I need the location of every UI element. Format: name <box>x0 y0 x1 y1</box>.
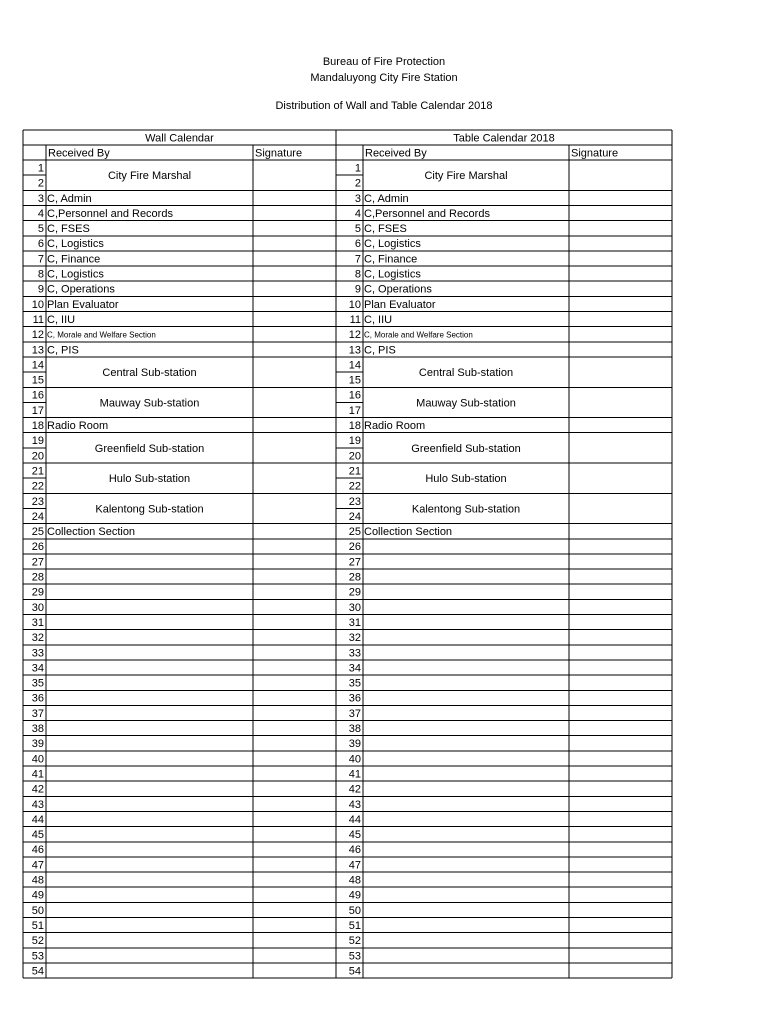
wall-recipient-label: Central Sub-station <box>102 367 197 380</box>
wall-row-number: 10 <box>31 298 44 311</box>
table-row-number: 45 <box>348 829 361 842</box>
table-row-number: 51 <box>348 919 361 932</box>
wall-row-number: 31 <box>31 616 44 629</box>
wall-row-number: 35 <box>31 677 44 690</box>
table-row-number: 29 <box>348 586 361 599</box>
wall-signature-header: Signature <box>255 147 303 160</box>
wall-row-number: 19 <box>31 435 44 448</box>
table-recipient-label: C, Logistics <box>364 238 421 251</box>
table-row-number: 52 <box>348 935 361 948</box>
table-recipient-label: C, FSES <box>364 223 407 236</box>
wall-row-number: 16 <box>31 389 44 402</box>
table-row-number: 14 <box>348 359 361 372</box>
table-row-number: 23 <box>348 495 361 508</box>
wall-row-number: 29 <box>31 586 44 599</box>
table-row-number: 3 <box>354 192 361 205</box>
table-row-number: 1 <box>354 162 361 175</box>
wall-recipient-label: C, Morale and Welfare Section <box>47 330 156 340</box>
table-row-number: 27 <box>348 556 361 569</box>
table-recipient-label: Central Sub-station <box>418 367 514 380</box>
wall-received-by-header: Received By <box>48 147 110 160</box>
wall-row-number: 51 <box>31 919 44 932</box>
wall-recipient-label: Plan Evaluator <box>47 298 119 311</box>
wall-recipient-label: C, FSES <box>47 223 90 236</box>
wall-row-number: 28 <box>31 571 44 584</box>
table-row-number: 36 <box>348 692 361 705</box>
wall-row-number: 48 <box>31 874 44 887</box>
wall-recipient-label: C, Logistics <box>47 268 104 281</box>
wall-row-number: 14 <box>31 359 44 372</box>
wall-row-number: 30 <box>31 601 44 614</box>
table-row-number: 39 <box>348 738 361 751</box>
table-row-number: 50 <box>348 904 361 917</box>
wall-calendar-title: Wall Calendar <box>145 132 214 145</box>
wall-recipient-label: C, IIU <box>47 313 76 326</box>
wall-row-number: 25 <box>31 526 44 539</box>
wall-recipient-label: C, Operations <box>47 283 115 296</box>
wall-recipient-label: C, Finance <box>47 253 101 266</box>
wall-recipient-label: Kalentong Sub-station <box>95 503 204 516</box>
wall-row-number: 4 <box>37 207 44 220</box>
table-row-number: 10 <box>348 298 361 311</box>
wall-row-number: 49 <box>31 889 44 902</box>
table-recipient-label: C, IIU <box>364 313 393 326</box>
table-recipient-label: Plan Evaluator <box>364 298 436 311</box>
table-row-number: 5 <box>354 223 361 236</box>
table-row-number: 8 <box>354 268 361 281</box>
wall-row-number: 5 <box>37 223 44 236</box>
wall-recipient-label: Greenfield Sub-station <box>94 442 205 455</box>
table-row-number: 28 <box>348 571 361 584</box>
wall-row-number: 2 <box>37 177 44 190</box>
table-row-number: 37 <box>348 707 361 720</box>
wall-row-number: 8 <box>37 268 44 281</box>
table-row-number: 42 <box>348 783 361 796</box>
wall-row-number: 43 <box>31 798 44 811</box>
table-row-number: 47 <box>348 859 361 872</box>
wall-row-number: 32 <box>31 632 44 645</box>
wall-row-number: 3 <box>37 192 44 205</box>
table-row-number: 2 <box>354 177 361 190</box>
wall-row-number: 54 <box>31 965 44 978</box>
wall-recipient-label: Radio Room <box>47 420 109 433</box>
table-recipient-label: Hulo Sub-station <box>425 473 507 486</box>
table-row-number: 15 <box>348 374 361 387</box>
table-row-number: 38 <box>348 723 361 736</box>
table-row-number: 6 <box>354 238 361 251</box>
wall-row-number: 26 <box>31 541 44 554</box>
wall-recipient-label: City Fire Marshal <box>107 170 192 183</box>
table-row-number: 20 <box>348 450 361 463</box>
wall-row-number: 11 <box>32 313 44 326</box>
wall-row-number: 53 <box>31 950 44 963</box>
wall-row-number: 9 <box>37 283 44 296</box>
table-row-number: 31 <box>348 616 361 629</box>
wall-recipient-label: C, PIS <box>47 344 79 357</box>
table-row-number: 25 <box>348 526 361 539</box>
table-recipient-label: City Fire Marshal <box>424 170 508 183</box>
wall-recipient-label: Collection Section <box>47 526 136 539</box>
wall-row-number: 33 <box>31 647 44 660</box>
table-row-number: 12 <box>348 329 361 342</box>
wall-row-number: 34 <box>31 662 44 675</box>
table-row-number: 18 <box>348 420 361 433</box>
table-row-number: 41 <box>348 768 361 781</box>
table-row-number: 40 <box>348 753 361 766</box>
table-received-by-header: Received By <box>365 147 427 160</box>
table-row-number: 34 <box>348 662 361 675</box>
table-signature-header: Signature <box>571 147 619 160</box>
wall-row-number: 44 <box>31 813 44 826</box>
wall-row-number: 17 <box>31 404 44 417</box>
table-row-number: 43 <box>348 798 361 811</box>
wall-recipient-label: C, Logistics <box>47 238 104 251</box>
wall-recipient-label: C,Personnel and Records <box>47 207 173 220</box>
wall-row-number: 36 <box>31 692 44 705</box>
wall-recipient-label: C, Admin <box>47 192 92 205</box>
wall-row-number: 50 <box>31 904 44 917</box>
table-row-number: 35 <box>348 677 361 690</box>
wall-row-number: 1 <box>37 162 44 175</box>
table-recipient-label: C, Admin <box>364 192 409 205</box>
table-row-number: 4 <box>354 207 361 220</box>
table-calendar-title: Table Calendar 2018 <box>453 132 555 145</box>
station-name: Mandaluyong City Fire Station <box>310 72 458 84</box>
wall-row-number: 12 <box>31 329 44 342</box>
wall-recipient-label: Mauway Sub-station <box>99 397 200 410</box>
table-row-number: 26 <box>348 541 361 554</box>
wall-row-number: 39 <box>31 738 44 751</box>
table-row-number: 21 <box>348 465 361 478</box>
table-recipient-label: Kalentong Sub-station <box>411 503 521 516</box>
table-row-number: 17 <box>348 404 361 417</box>
table-row-number: 24 <box>348 510 361 523</box>
table-recipient-label: C, Morale and Welfare Section <box>364 330 473 340</box>
table-recipient-label: C, PIS <box>364 344 396 357</box>
table-recipient-label: Mauway Sub-station <box>416 397 516 410</box>
table-recipient-label: Radio Room <box>364 420 426 433</box>
table-recipient-label: Collection Section <box>364 526 453 539</box>
wall-row-number: 41 <box>31 768 44 781</box>
wall-row-number: 18 <box>31 420 44 433</box>
wall-row-number: 23 <box>31 495 44 508</box>
table-row-number: 16 <box>348 389 361 402</box>
wall-row-number: 22 <box>31 480 44 493</box>
wall-row-number: 7 <box>37 253 44 266</box>
table-row-number: 11 <box>349 313 361 326</box>
table-row-number: 32 <box>348 632 361 645</box>
wall-row-number: 46 <box>31 844 44 857</box>
table-row-number: 9 <box>354 283 361 296</box>
table-row-number: 22 <box>348 480 361 493</box>
wall-row-number: 6 <box>37 238 44 251</box>
table-row-number: 48 <box>348 874 361 887</box>
wall-row-number: 40 <box>31 753 44 766</box>
table-row-number: 44 <box>348 813 361 826</box>
wall-row-number: 13 <box>31 344 44 357</box>
table-recipient-label: Greenfield Sub-station <box>411 442 521 455</box>
wall-row-number: 15 <box>31 374 44 387</box>
wall-row-number: 21 <box>31 465 44 478</box>
wall-row-number: 37 <box>31 707 44 720</box>
wall-recipient-label: Hulo Sub-station <box>108 473 191 486</box>
table-row-number: 33 <box>348 647 361 660</box>
table-row-number: 19 <box>348 435 361 448</box>
table-row-number: 7 <box>354 253 361 266</box>
document-title: Distribution of Wall and Table Calendar 2018 <box>275 100 493 112</box>
wall-row-number: 42 <box>31 783 44 796</box>
table-recipient-label: C, Operations <box>364 283 432 296</box>
wall-row-number: 24 <box>31 510 44 523</box>
wall-row-number: 38 <box>31 723 44 736</box>
wall-row-number: 27 <box>31 556 44 569</box>
wall-row-number: 45 <box>31 829 44 842</box>
table-row-number: 54 <box>348 965 361 978</box>
table-row-number: 46 <box>348 844 361 857</box>
wall-row-number: 52 <box>31 935 44 948</box>
wall-row-number: 20 <box>31 450 44 463</box>
wall-row-number: 47 <box>31 859 44 872</box>
agency-name: Bureau of Fire Protection <box>322 56 446 68</box>
table-recipient-label: C, Logistics <box>364 268 421 281</box>
table-row-number: 13 <box>348 344 361 357</box>
table-row-number: 49 <box>348 889 361 902</box>
table-recipient-label: C, Finance <box>364 253 418 266</box>
table-row-number: 30 <box>348 601 361 614</box>
table-recipient-label: C,Personnel and Records <box>364 207 490 220</box>
table-row-number: 53 <box>348 950 361 963</box>
